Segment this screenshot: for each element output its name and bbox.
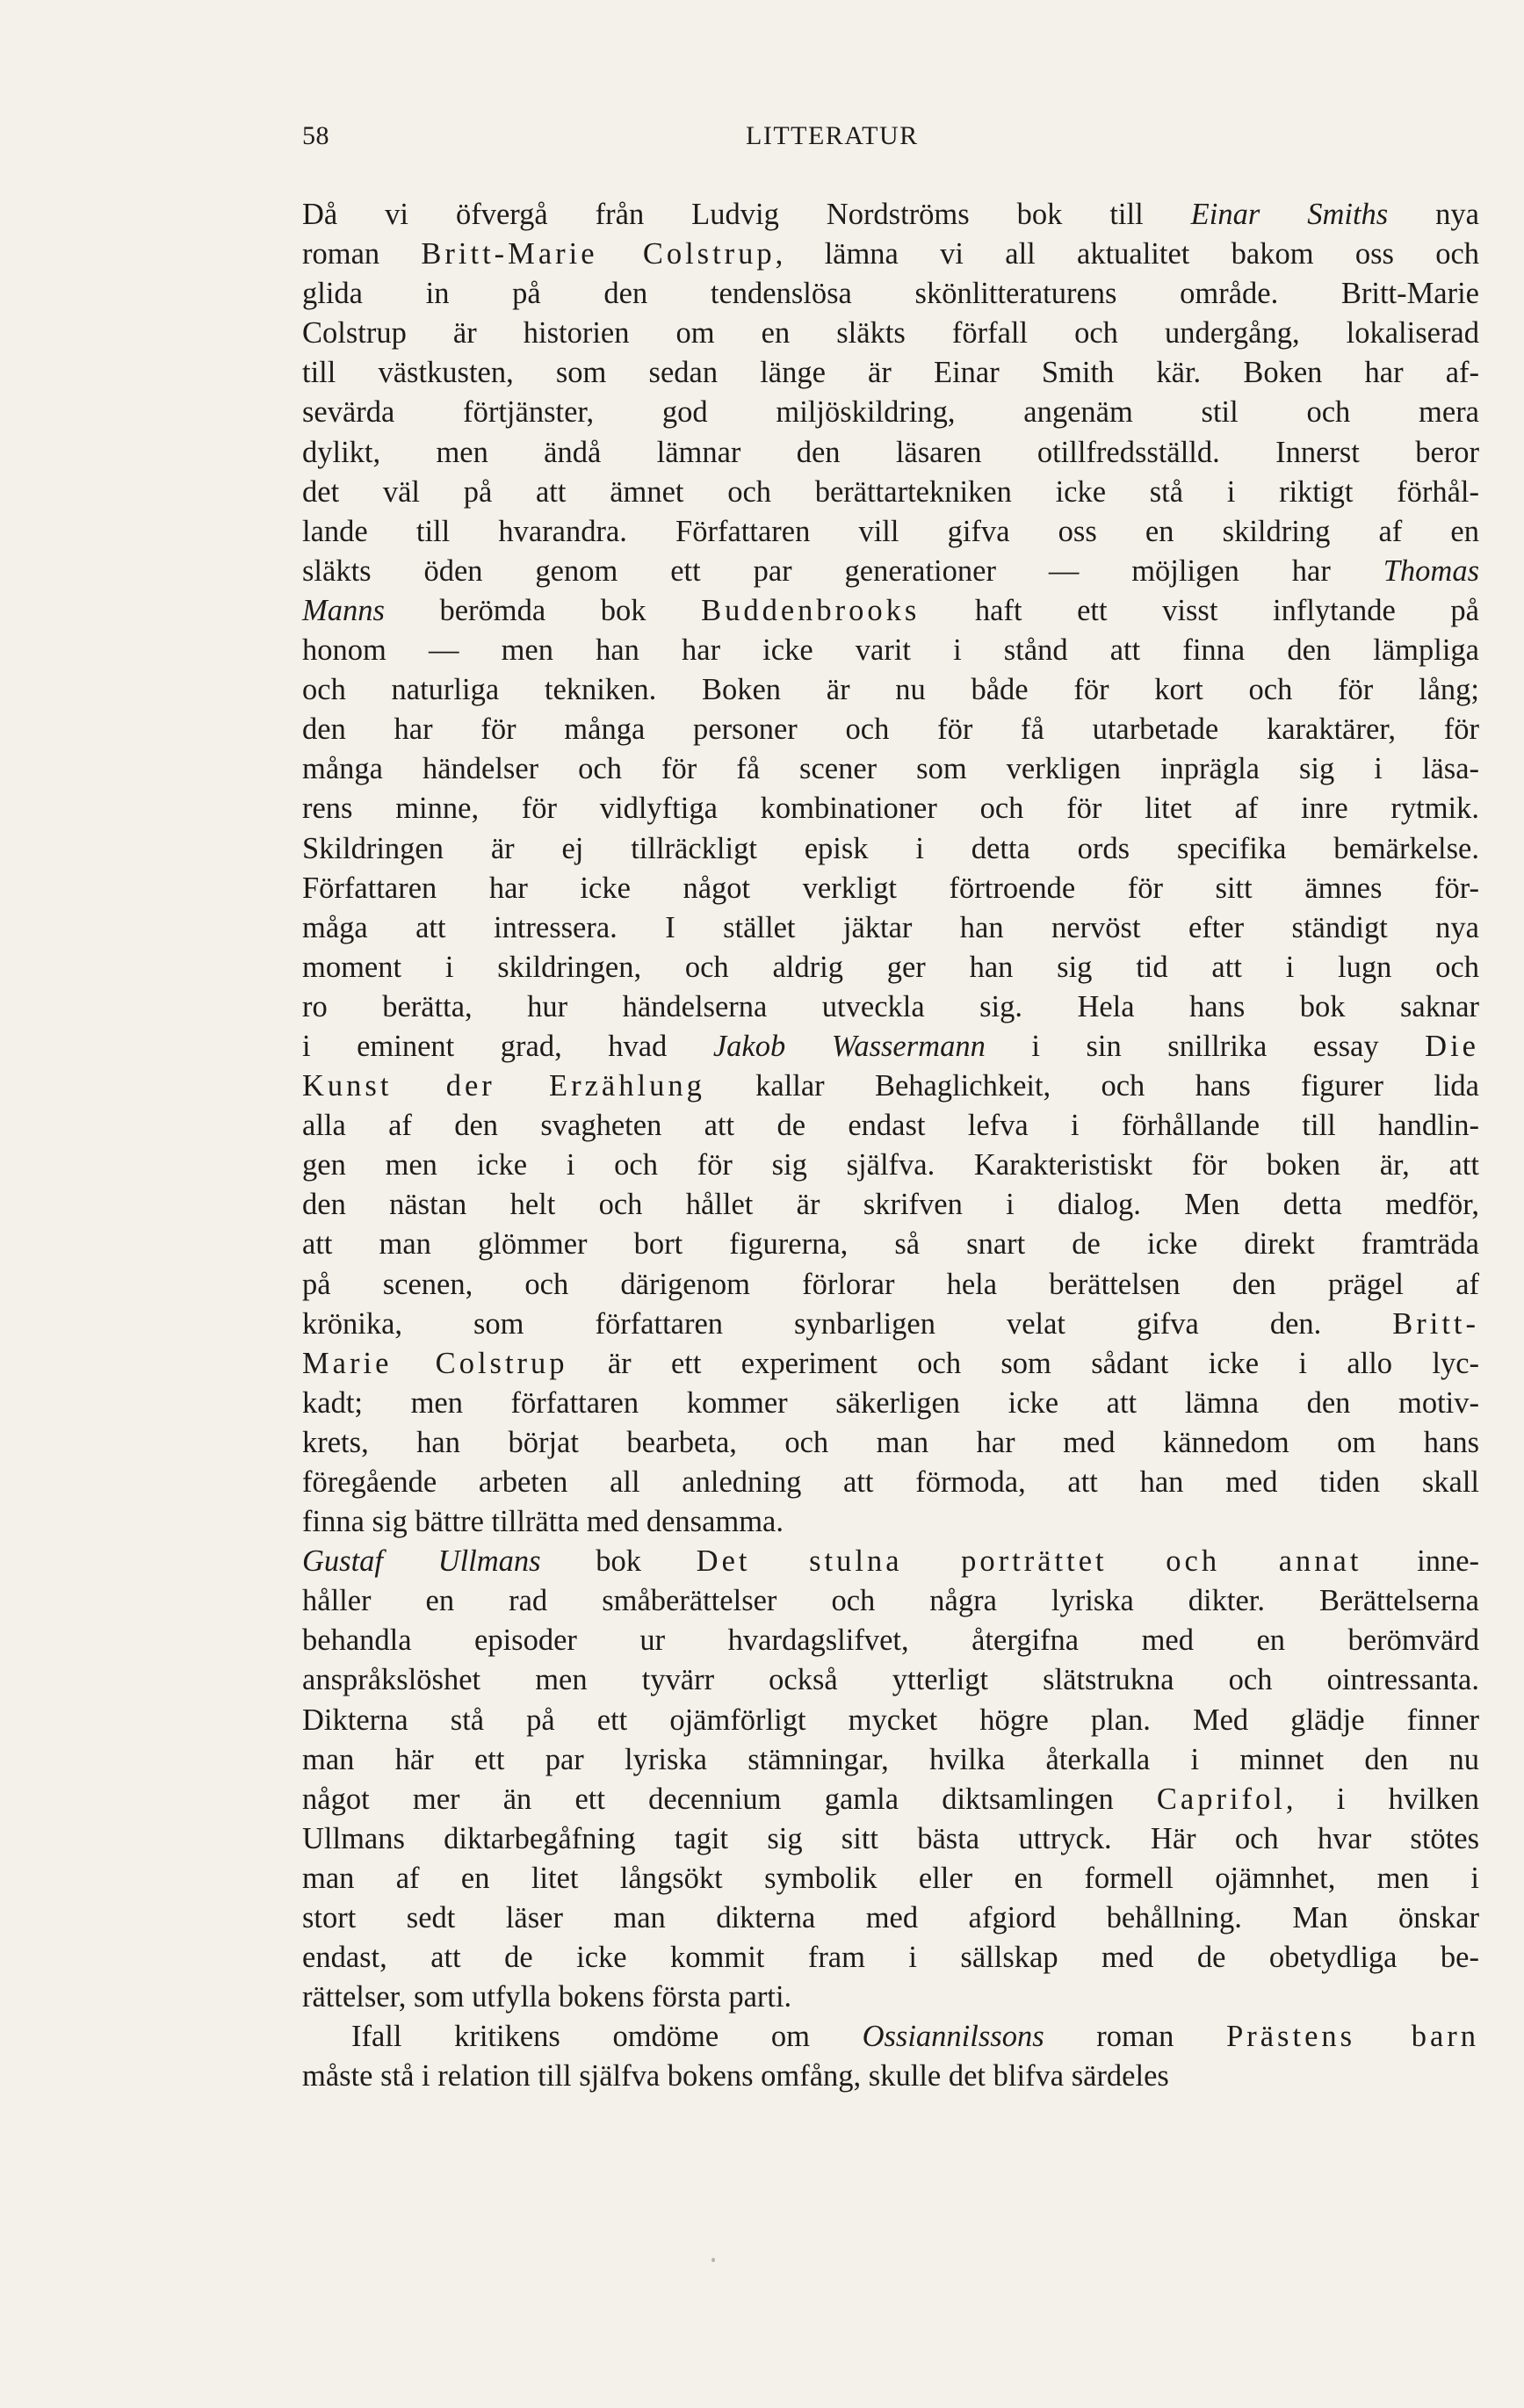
text-line bbox=[302, 1621, 1479, 1660]
text-line bbox=[302, 1067, 1479, 1106]
text-line bbox=[302, 512, 1479, 552]
text-line bbox=[302, 433, 1479, 473]
text-run: Skildringen är ej tillräckligt episk i detta ords specifika bemärkelse. bbox=[302, 831, 1479, 865]
text-run: behandla episoder ur hvardagslifvet, återgifna med en berömvärd bbox=[302, 1623, 1479, 1658]
text-run: man af en litet långsökt symbolik eller en formell ojämnhet, men i bbox=[302, 1861, 1479, 1895]
italic-name: Ossiannilssons bbox=[862, 2020, 1044, 2054]
text-run: något mer än ett decennium gamla diktsamlingen bbox=[302, 1782, 1157, 1816]
text-line bbox=[302, 1581, 1479, 1621]
text-run: dylikt, men ändå lämnar den läsaren otillfredsställd. Innerst beror bbox=[302, 435, 1479, 469]
text-line bbox=[302, 908, 1479, 948]
text-line bbox=[302, 353, 1479, 393]
text-run: är ett experiment och som sådant icke i allo lyc- bbox=[567, 1346, 1480, 1380]
text-run: Colstrup är historien om en släkts förfall och undergång, lokaliserad bbox=[302, 316, 1479, 351]
text-run: Då vi öfvergå från Ludvig Nordströms bok till bbox=[302, 198, 1191, 231]
text-run: i sin snillrika essay bbox=[985, 1029, 1426, 1063]
text-run: roman bbox=[1044, 2020, 1227, 2054]
text-run: rättelser, som utfylla bokens första parti. bbox=[302, 1980, 792, 2014]
text-run: , lämna vi all aktualitet bakom oss och bbox=[775, 237, 1480, 271]
text-run: Författaren har icke något verkligt förtroende för sitt ämnes för- bbox=[302, 871, 1479, 905]
text-line bbox=[302, 2057, 1479, 2096]
text-run: måste stå i relation till själfva bokens omfång, skulle det blifva särdeles bbox=[302, 2059, 1169, 2093]
text-run: roman bbox=[302, 237, 422, 271]
spaced-title: Britt-Marie Colstrup bbox=[421, 237, 776, 271]
text-run: glida in på den tendenslösa skönlitteraturens område. Britt-Marie bbox=[302, 277, 1479, 311]
text-run: endast, att de icke kommit fram i sällskap med de obetydliga be- bbox=[302, 1941, 1479, 1975]
text-run: på scenen, och därigenom förlorar hela berättelsen den prägel af bbox=[302, 1267, 1479, 1301]
text-run: håller en rad småberättelser och några lyriska dikter. Berättelserna bbox=[302, 1584, 1479, 1618]
text-run: måga att intressera. I stället jäktar han nervöst efter ständigt nya bbox=[302, 910, 1479, 944]
text-line bbox=[302, 1542, 1479, 1581]
text-run: gen men icke i och för sig själfva. Karakteristiskt för boken är, att bbox=[302, 1148, 1479, 1182]
text-run: krets, han börjat bearbeta, och man har med kännedom om hans bbox=[302, 1425, 1479, 1459]
text-line bbox=[302, 1740, 1479, 1780]
text-run: i eminent grad, hvad bbox=[302, 1029, 713, 1063]
page-number: 58 bbox=[302, 121, 329, 150]
text-line bbox=[302, 1384, 1479, 1423]
text-run: stort sedt läser man dikterna med afgiord behållning. Man önskar bbox=[302, 1901, 1479, 1935]
text-line bbox=[302, 869, 1479, 908]
text-run: kadt; men författaren kommer säkerligen icke att lämna den motiv- bbox=[302, 1385, 1479, 1420]
body-text bbox=[302, 195, 1479, 2097]
text-run: till västkusten, som sedan länge är Einar Smith kär. Boken har af- bbox=[302, 356, 1479, 390]
text-line bbox=[302, 749, 1479, 789]
text-run: man här ett par lyriska stämningar, hvilka återkalla i minnet den nu bbox=[302, 1742, 1479, 1776]
text-run: den nästan helt och hållet är skrifven i dialog. Men detta medför, bbox=[302, 1188, 1479, 1222]
text-line bbox=[302, 235, 1479, 274]
text-line bbox=[302, 948, 1479, 987]
text-line bbox=[302, 987, 1479, 1027]
text-line bbox=[302, 591, 1479, 631]
text-run: släkts öden genom ett par generationer — möjligen har bbox=[302, 553, 1383, 588]
italic-name: Thomas bbox=[1383, 553, 1479, 588]
text-run: alla af den svagheten att de endast lefva i förhållande till handlin- bbox=[302, 1109, 1479, 1143]
text-line bbox=[302, 1423, 1479, 1463]
text-line bbox=[302, 1978, 1479, 2017]
text-run: det väl på att ämnet och berättartekniken icke stå i riktigt förhål- bbox=[302, 474, 1479, 509]
text-run: haft ett visst inflytande på bbox=[920, 593, 1479, 627]
text-line bbox=[302, 631, 1479, 670]
text-run: många händelser och för få scener som verkligen inprägla sig i läsa- bbox=[302, 752, 1479, 786]
text-run: Ifall kritikens omdöme om bbox=[351, 2020, 863, 2054]
text-line bbox=[302, 1265, 1479, 1305]
text-line bbox=[302, 1502, 1479, 1542]
text-line bbox=[302, 1027, 1479, 1067]
text-run: lande till hvarandra. Författaren vill gifva oss en skildring af en bbox=[302, 514, 1479, 548]
text-run: honom — men han har icke varit i stånd att finna den lämpliga bbox=[302, 633, 1479, 668]
text-run: sevärda förtjänster, god miljöskildring, angenäm stil och mera bbox=[302, 395, 1479, 430]
text-line bbox=[302, 670, 1479, 710]
text-run: och naturliga tekniken. Boken är nu både för kort och för lång; bbox=[302, 673, 1479, 707]
italic-name: Einar Smiths bbox=[1190, 198, 1389, 231]
text-line bbox=[302, 1898, 1479, 1938]
text-line bbox=[302, 2017, 1479, 2057]
spaced-title: Buddenbrooks bbox=[701, 593, 921, 627]
text-line bbox=[302, 1225, 1479, 1264]
text-run: bok bbox=[540, 1544, 697, 1579]
running-head: LITTERATUR bbox=[746, 121, 919, 150]
spaced-title: Det stulna porträttet och annat bbox=[696, 1544, 1362, 1579]
text-line bbox=[302, 1859, 1479, 1898]
text-run: kallar Behaglichkeit, och hans figurer lida bbox=[704, 1069, 1479, 1103]
text-run: anspråkslöshet men tyvärr också ytterligt slätstrukna och ointressanta. bbox=[302, 1663, 1479, 1697]
text-line bbox=[302, 473, 1479, 512]
text-line bbox=[302, 1185, 1479, 1225]
text-line bbox=[302, 1463, 1479, 1502]
text-run: Dikterna stå på ett ojämförligt mycket högre plan. Med glädje finner bbox=[302, 1703, 1479, 1737]
text-run: berömda bok bbox=[384, 593, 702, 627]
text-line bbox=[302, 829, 1479, 869]
text-run: att man glömmer bort figurerna, så snart de icke direkt framträda bbox=[302, 1227, 1479, 1262]
text-line bbox=[302, 1146, 1479, 1185]
text-run: inne- bbox=[1361, 1544, 1480, 1579]
text-line bbox=[302, 314, 1479, 353]
spaced-title: Britt- bbox=[1392, 1306, 1479, 1341]
text-line bbox=[302, 1780, 1479, 1819]
text-line bbox=[302, 1344, 1479, 1384]
text-line bbox=[302, 1305, 1479, 1344]
spaced-title: Kunst der Erzählung bbox=[302, 1069, 705, 1103]
spaced-title: Die bbox=[1425, 1029, 1479, 1063]
spaced-title: Marie Colstrup bbox=[302, 1346, 568, 1380]
text-line bbox=[302, 393, 1479, 432]
text-run: rens minne, för vidlyftiga kombinationer och för litet af inre rytmik. bbox=[302, 792, 1479, 826]
italic-name: Gustaf Ullmans bbox=[302, 1544, 541, 1579]
text-run: Ullmans diktarbegåfning tagit sig sitt bästa uttryck. Här och hvar stötes bbox=[302, 1821, 1479, 1855]
page-header bbox=[302, 121, 1479, 156]
text-run: ro berätta, hur händelserna utveckla sig. Hela hans bok saknar bbox=[302, 989, 1479, 1023]
text-run: , i hvilken bbox=[1285, 1782, 1479, 1816]
text-line bbox=[302, 1660, 1479, 1700]
spaced-title: Caprifol bbox=[1156, 1782, 1286, 1816]
paper-speck bbox=[711, 2258, 715, 2262]
text-run: krönika, som författaren synbarligen velat gifva den. bbox=[302, 1306, 1393, 1341]
italic-name: Jakob Wassermann bbox=[712, 1029, 986, 1063]
text-line bbox=[302, 710, 1479, 749]
text-run: moment i skildringen, och aldrig ger han sig tid att i lugn och bbox=[302, 950, 1479, 984]
spaced-title: Prästens barn bbox=[1226, 2020, 1479, 2054]
text-run: nya bbox=[1388, 198, 1479, 231]
text-line bbox=[302, 552, 1479, 591]
text-line bbox=[302, 789, 1479, 828]
text-run: finna sig bättre tillrätta med densamma. bbox=[302, 1505, 784, 1539]
text-line bbox=[302, 1701, 1479, 1740]
text-line bbox=[302, 1938, 1479, 1978]
text-line bbox=[302, 1819, 1479, 1859]
text-run: föregående arbeten all anledning att förmoda, att han med tiden skall bbox=[302, 1465, 1479, 1499]
italic-name: Manns bbox=[302, 593, 385, 627]
text-line bbox=[302, 1106, 1479, 1146]
text-line bbox=[302, 195, 1479, 235]
text-run: den har för många personer och för få utarbetade karaktärer, för bbox=[302, 712, 1479, 747]
text-line bbox=[302, 274, 1479, 314]
